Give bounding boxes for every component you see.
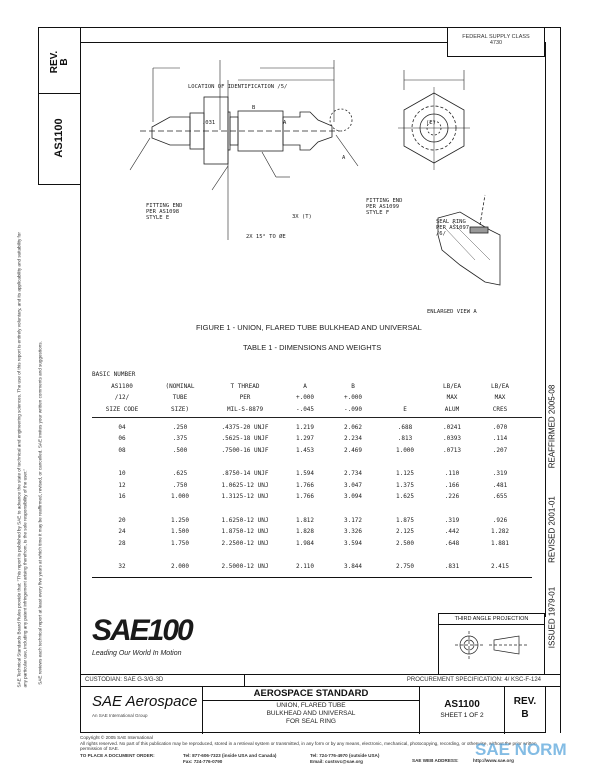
projection-symbol-icon xyxy=(439,625,544,665)
rights-notice: All rights reserved. No part of this publication may be reproduced, stored in a retrieval system or transmitted, in any form or by any means, electronic, mechanical, photocopying, recording, or otherwise, without the prior written permission of SAE. xyxy=(80,741,537,752)
table-cell: 12 xyxy=(118,481,126,489)
tel-us: Tel: 877-606-7323 (inside USA and Canada) xyxy=(183,753,277,758)
fax: Fax: 724-776-0790 xyxy=(183,759,223,764)
copyright: Copyright © 2005 SAE International xyxy=(80,735,153,740)
table-cell: 3.594 xyxy=(343,539,363,547)
table-row xyxy=(92,517,542,529)
projection-box xyxy=(438,613,545,674)
header-cell: /12/ xyxy=(114,394,130,401)
title-block xyxy=(80,686,546,733)
header-cell: (NOMINAL xyxy=(165,382,195,390)
header-cell: ALUM xyxy=(444,405,460,413)
table-cell: 2.125 xyxy=(395,528,415,535)
table-row xyxy=(92,424,542,436)
table-cell: .8750-14 UNJF xyxy=(221,470,269,477)
table-row xyxy=(92,563,542,575)
header-basic-number: BASIC NUMBER xyxy=(92,371,136,378)
table-cell: .0393 xyxy=(442,435,462,442)
table-cell: 1.881 xyxy=(490,539,510,547)
table-cell: 2.000 xyxy=(170,563,190,570)
table-cell: 1.750 xyxy=(170,539,190,547)
table-cell: .166 xyxy=(444,481,460,489)
table-cell: 10 xyxy=(118,470,126,477)
side-tab xyxy=(38,27,80,185)
sae-norm-watermark: SAE NORM xyxy=(475,740,567,759)
title-line: UNION, FLARED TUBE xyxy=(276,702,346,709)
table-row xyxy=(92,482,542,494)
federal-supply-label: FEDERAL SUPPLY CLASS xyxy=(462,34,530,40)
table-cell: 1.766 xyxy=(295,481,315,489)
table-cell: 1.125 xyxy=(395,470,415,477)
header-cell: PER xyxy=(239,394,251,401)
table-header-row xyxy=(92,406,542,418)
table-body xyxy=(92,418,542,575)
custodian: CUSTODIAN: SAE G-3/G-3D xyxy=(85,677,164,683)
document-title xyxy=(203,702,419,726)
table-cell: 1.250 xyxy=(170,516,190,524)
table-header-row xyxy=(92,371,542,383)
table-row xyxy=(92,528,542,540)
header-cell: SIZE) xyxy=(170,405,190,413)
table-cell: .813 xyxy=(397,435,413,442)
label-seal-ring: SEAL RING PER AS1097 /6/ xyxy=(436,219,470,237)
email: Email: custsvc@sae.org xyxy=(310,759,363,764)
table-cell: 2.415 xyxy=(490,563,510,570)
side-doc-number: AS1100 xyxy=(53,118,65,158)
header-cell: A xyxy=(303,382,307,390)
table-cell: 08 xyxy=(118,446,126,454)
logo-tagline: Leading Our World In Motion xyxy=(92,650,182,657)
table-cell: 06 xyxy=(118,435,126,442)
table-cell: .688 xyxy=(397,423,413,431)
web-label: SAE WEB ADDRESS: xyxy=(412,758,459,763)
issued-date: ISSUED 1979-01 xyxy=(547,586,557,649)
table-cell: .831 xyxy=(444,563,460,570)
table-cell: .926 xyxy=(492,516,508,524)
table-cell: 1.453 xyxy=(295,446,315,454)
header-cell: MAX xyxy=(446,394,458,401)
label-a-detail: A xyxy=(342,155,346,161)
union-side-view xyxy=(140,97,352,164)
table-cell: 1.6250-12 UNJ xyxy=(221,516,269,524)
table-cell: 1.282 xyxy=(490,528,510,535)
table-cell: 04 xyxy=(118,423,126,431)
table-cell: 1.625 xyxy=(395,493,415,500)
federal-supply-box xyxy=(447,27,545,57)
order-label: TO PLACE A DOCUMENT ORDER: xyxy=(80,753,155,758)
table-cell: 3.844 xyxy=(343,563,363,570)
table-cell: .319 xyxy=(444,516,460,524)
table-cell: 28 xyxy=(118,539,126,547)
table-cell: 1.500 xyxy=(170,528,190,535)
table-cell: 3.326 xyxy=(343,528,363,535)
label-e-hex: (E) xyxy=(426,120,436,126)
table-title: TABLE 1 - DIMENSIONS AND WEIGHTS xyxy=(243,343,382,352)
table-cell: .4375-20 UNJF xyxy=(221,423,269,431)
table-cell: 1.0625-12 UNJ xyxy=(221,481,269,489)
table-cell: .375 xyxy=(172,435,188,442)
notice-text-1: SAE Technical Standards Board Rules provide that: "This report is published by SAE to advance the state of technical and engineering sciences. The use of this report is entirely voluntary, and its applicability and suitability for any particular use, including any patent infringement arising therefrom, is the sole responsibility of the user." xyxy=(16,232,27,688)
notice-text-2: SAE reviews each technical report at least every five years at which time it may be reaffirmed, revised, or cancelled. SAE invites your written comments and suggestions. xyxy=(37,341,43,685)
table-cell: .114 xyxy=(492,435,508,442)
table-cell: .648 xyxy=(444,539,460,547)
table-cell: 2.500 xyxy=(395,539,415,547)
table-row xyxy=(92,470,542,482)
header-cell: -.045 xyxy=(295,405,315,413)
header-cell: SIZE CODE xyxy=(105,405,139,413)
table-cell: .500 xyxy=(172,446,188,454)
title-line: BULKHEAD AND UNIVERSAL xyxy=(266,710,356,717)
table-cell: .442 xyxy=(444,528,460,535)
table-cell: 1.594 xyxy=(295,470,315,477)
table-cell: .5625-18 UNJF xyxy=(221,435,269,442)
header-cell: B xyxy=(351,382,355,390)
table-cell: 1.000 xyxy=(170,493,190,500)
dimensions-table xyxy=(92,371,542,578)
table-row xyxy=(92,435,542,447)
table-cell: 3.047 xyxy=(343,481,363,489)
header-cell: T THREAD xyxy=(230,382,260,390)
table-cell: .7500-16 UNJF xyxy=(221,446,269,454)
table-header-row xyxy=(92,394,542,406)
revised-date: REVISED 2001-01 xyxy=(547,496,557,563)
table-cell: 2.5000-12 UNJ xyxy=(221,563,269,570)
header-cell: +.000 xyxy=(343,394,363,401)
table-cell: 1.219 xyxy=(295,423,315,431)
header-cell: -.090 xyxy=(343,405,363,413)
header-cell: MIL-S-8879 xyxy=(226,405,264,413)
table-cell: 2.062 xyxy=(343,423,363,431)
label-fitting-end-left: FITTING END PER AS1098 STYLE E xyxy=(146,203,183,221)
header-cell: MAX xyxy=(494,394,506,401)
enlarged-view-a xyxy=(438,195,500,285)
table-cell: 16 xyxy=(118,493,126,500)
header-cell: +.000 xyxy=(295,394,315,401)
table-cell: 1.297 xyxy=(295,435,315,442)
table-cell: .070 xyxy=(492,423,508,431)
table-header-row xyxy=(92,383,542,395)
side-rev-label: REV. xyxy=(49,50,60,74)
web-link[interactable]: http://www.sae.org xyxy=(473,758,514,763)
table-cell: 1.3125-12 UNJ xyxy=(221,493,269,500)
table-cell: .655 xyxy=(492,493,508,500)
table-cell: 2.110 xyxy=(295,563,315,570)
sheet-number: SHEET 1 OF 2 xyxy=(440,712,484,719)
table-cell: 2.2500-12 UNJ xyxy=(221,539,269,547)
header-cell: LB/EA xyxy=(490,382,510,390)
table-row xyxy=(92,493,542,505)
table-row xyxy=(92,540,542,552)
table-cell: 1.766 xyxy=(295,493,315,500)
table-cell: 1.875 xyxy=(395,516,415,524)
hex-end-view xyxy=(398,87,470,170)
side-rev-value: B xyxy=(59,58,70,66)
header-cell: TUBE xyxy=(172,394,188,401)
label-031: .031 xyxy=(202,120,216,126)
table-cell: .319 xyxy=(492,470,508,477)
table-cell: .226 xyxy=(444,493,460,500)
header-cell: CRES xyxy=(492,405,508,413)
table-cell: 1.8750-12 UNJ xyxy=(221,528,269,535)
label-b: B xyxy=(252,105,256,111)
label-a: A xyxy=(283,120,287,126)
title-line: FOR SEAL RING xyxy=(286,718,336,725)
table-cell: 1.984 xyxy=(295,539,315,547)
table-cell: .110 xyxy=(444,470,460,477)
federal-supply-value: 4730 xyxy=(489,40,503,46)
label-fitting-end-right: FITTING END PER AS1099 STYLE F xyxy=(366,198,403,216)
sae-aerospace-sub: An SAE International Group xyxy=(92,713,148,718)
rev-value: B xyxy=(521,709,529,720)
sae100-logo-text: SAE100 xyxy=(92,614,192,647)
aerospace-standard-heading: AEROSPACE STANDARD xyxy=(253,688,369,699)
table-cell: .625 xyxy=(172,470,188,477)
rev-label: REV. xyxy=(513,696,537,707)
table-cell: 1.812 xyxy=(295,516,315,524)
figure-caption: FIGURE 1 - UNION, FLARED TUBE BULKHEAD AND UNIVERSAL xyxy=(196,323,422,332)
table-cell: .0713 xyxy=(442,446,462,454)
table-cell: 3.094 xyxy=(343,493,363,500)
label-thread: 3X (T) xyxy=(292,214,312,220)
table-cell: 1.828 xyxy=(295,528,315,535)
sae100-logo xyxy=(92,613,217,648)
table-cell: 20 xyxy=(118,516,126,524)
table-cell: 2.234 xyxy=(343,435,363,442)
table-cell: 1.375 xyxy=(395,481,415,489)
table-cell: .207 xyxy=(492,446,508,454)
doc-number: AS1100 xyxy=(444,699,480,710)
table-cell: .750 xyxy=(172,481,188,489)
table-cell: 24 xyxy=(118,528,126,535)
table-cell: 1.000 xyxy=(395,446,415,454)
reaffirmed-date: REAFFIRMED 2005-08 xyxy=(547,384,557,469)
header-cell: AS1100 xyxy=(111,382,133,390)
projection-label: THIRD ANGLE PROJECTION xyxy=(439,614,544,625)
table-cell: .481 xyxy=(492,481,508,489)
table-cell: .0241 xyxy=(442,423,462,431)
tel-outside: Tel: 724-776-4970 (outside USA) xyxy=(310,753,380,758)
table-cell: 2.734 xyxy=(343,470,363,477)
label-chamfer: 2X 15° TO ØE xyxy=(246,234,286,240)
sae-aerospace-logo: SAE Aerospace xyxy=(92,693,198,710)
table-row xyxy=(92,447,542,459)
header-cell: E xyxy=(403,405,407,413)
table-cell: 2.469 xyxy=(343,446,363,454)
label-location-id: LOCATION OF IDENTIFICATION /5/ xyxy=(188,84,288,90)
label-enlarged-view: ENLARGED VIEW A xyxy=(427,309,477,315)
table-cell: 32 xyxy=(118,563,126,570)
table-cell: 2.750 xyxy=(395,563,415,570)
table-cell: 3.172 xyxy=(343,516,363,524)
procurement-spec: PROCUREMENT SPECIFICATION: 4/ KSC-F-124 xyxy=(406,677,541,683)
union-drawing xyxy=(100,60,540,320)
header-cell: LB/EA xyxy=(442,382,462,390)
table-cell: .250 xyxy=(172,423,188,431)
